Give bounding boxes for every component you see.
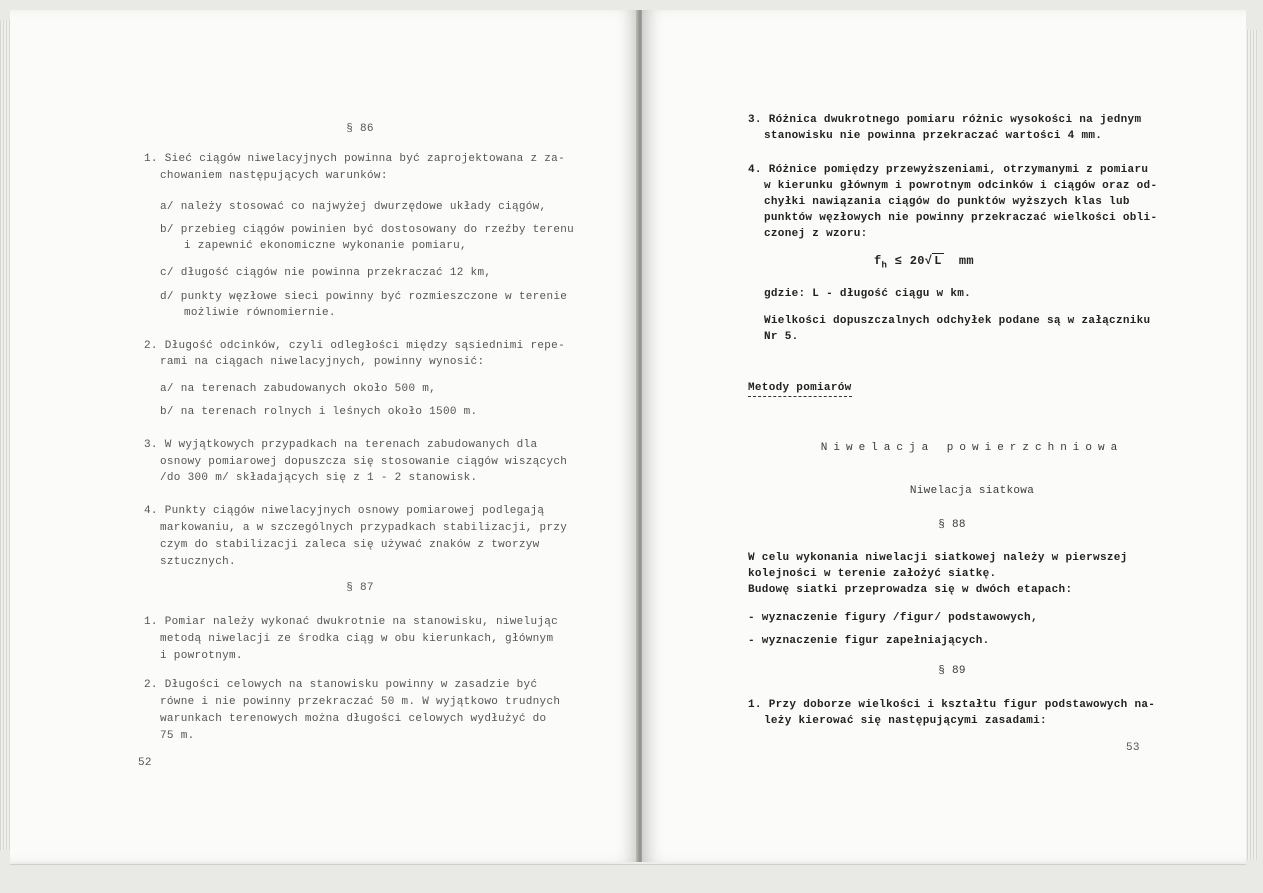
paragraph-1a: a/ należy stosować co najwyżej dwurzędowe układy ciągów, <box>160 201 547 213</box>
surface-leveling-heading: Niwelacja powierzchniowa <box>820 442 1124 454</box>
paragraph-4-line-3: czym do stabilizacji zaleca się używać znaków z tworzyw <box>160 539 540 551</box>
formula-relation: ≤ <box>894 254 903 268</box>
formula-unit: mm <box>958 254 974 268</box>
paragraph-3-line-1: 3. W wyjątkowych przypadkach na terenach zabudowanych dla <box>144 439 538 451</box>
q2-line-2: równe i nie powinny przekraczać 50 m. W wyjątkowo trudnych <box>160 696 561 708</box>
allowed-line-2: Nr 5. <box>764 331 799 343</box>
paragraph-1d-line-1: d/ punkty węzłowe sieci powinny być rozmieszczone w terenie <box>160 291 568 303</box>
paragraph-1b-line-2: i zapewnić ekonomiczne wykonanie pomiaru, <box>184 240 467 252</box>
paragraph-2b: b/ na terenach rolnych i leśnych około 1500 m. <box>160 406 478 418</box>
paragraph-4-line-2: markowaniu, a w szczególnych przypadkach stabilizacji, przy <box>160 522 568 534</box>
page-number-left: 52 <box>138 757 152 769</box>
paragraph-3-line-2: osnowy pomiarowej dopuszcza się stosowanie ciągów wiszących <box>160 456 568 468</box>
formula-coefficient: 20 <box>909 254 925 268</box>
r4-line-1: 4. Różnice pomiędzy przewyższeniami, otrzymanymi z pomiaru <box>748 164 1149 176</box>
q2-line-3: warunkach terenowych można długości celowych wydłużyć do <box>160 713 547 725</box>
page-number-right: 53 <box>1126 742 1140 754</box>
sqrt-symbol: √ <box>924 254 933 268</box>
methods-heading: Metody pomiarów <box>748 381 852 397</box>
r4-line-2: w kierunku głównym i powrotnym odcinków i ciągów oraz od- <box>764 180 1158 192</box>
s1-line-1: 1. Przy doborze wielkości i kształtu figur podstawowych na- <box>748 699 1156 711</box>
r4-line-4: punktów węzłowych nie powinny przekraczać wielkości obli- <box>764 212 1158 224</box>
q1-line-3: i powrotnym. <box>160 650 243 662</box>
grid-text-line-2: kolejności w terenie założyć siatkę. <box>748 568 997 580</box>
r3-line-2: stanowisku nie powinna przekraczać wartości 4 mm. <box>764 130 1103 142</box>
q2-line-1: 2. Długości celowych na stanowisku powinny w zasadzie być <box>144 679 538 691</box>
bullet-2: - wyznaczenie figur zapełniających. <box>748 635 990 647</box>
paragraph-1b-line-1: b/ przebieg ciągów powinien być dostosowany do rzeźby terenu <box>160 224 575 236</box>
formula-lhs: f <box>874 254 882 268</box>
section-89-heading: § 89 <box>938 665 966 677</box>
section-87-heading: § 87 <box>346 582 374 594</box>
formula-subscript: h <box>881 260 888 271</box>
q1-line-1: 1. Pomiar należy wykonać dwukrotnie na stanowisku, niwelując <box>144 616 559 628</box>
section-86-heading: § 86 <box>346 123 374 135</box>
r3-line-1: 3. Różnica dwukrotnego pomiaru różnic wysokości na jednym <box>748 114 1142 126</box>
paragraph-2-line-1: 2. Długość odcinków, czyli odległości między sąsiednimi repe- <box>144 340 565 352</box>
where-clause: gdzie: L - długość ciągu w km. <box>764 288 972 300</box>
q2-line-4: 75 m. <box>160 730 195 742</box>
paragraph-3-line-3: /do 300 m/ składających się z 1 - 2 stanowisk. <box>160 472 478 484</box>
paragraph-4-line-1: 4. Punkty ciągów niwelacyjnych osnowy pomiarowej podlegają <box>144 505 545 517</box>
paragraph-1c: c/ długość ciągów nie powinna przekraczać 12 km, <box>160 267 492 279</box>
formula-argument: L <box>934 254 942 268</box>
q1-line-2: metodą niwelacji ze środka ciąg w obu kierunkach, głównym <box>160 633 554 645</box>
bullet-1: - wyznaczenie figury /figur/ podstawowych, <box>748 612 1038 624</box>
grid-text-line-3: Budowę siatki przeprowadza się w dwóch etapach: <box>748 584 1073 596</box>
r4-line-5: czonej z wzoru: <box>764 228 868 240</box>
left-page <box>10 10 638 862</box>
s1-line-2: leży kierować się następującymi zasadami: <box>764 715 1047 727</box>
right-page <box>642 10 1246 862</box>
grid-text-line-1: W celu wykonania niwelacji siatkowej należy w pierwszej <box>748 552 1128 564</box>
section-88-heading: § 88 <box>938 519 966 531</box>
allowed-line-1: Wielkości dopuszczalnych odchyłek podane są w załączniku <box>764 315 1151 327</box>
page-edge-right <box>1244 30 1258 860</box>
formula <box>874 254 974 272</box>
paragraph-1-line-2: chowaniem następujących warunków: <box>160 170 388 182</box>
paragraph-2-line-2: rami na ciągach niwelacyjnych, powinny wynosić: <box>160 356 485 368</box>
paragraph-2a: a/ na terenach zabudowanych około 500 m, <box>160 383 437 395</box>
paragraph-4-line-4: sztucznych. <box>160 556 236 568</box>
paragraph-1-line-1: 1. Sieć ciągów niwelacyjnych powinna być zaprojektowana z za- <box>144 153 565 165</box>
r4-line-3: chyłki nawiązania ciągów do punktów wyższych klas lub <box>764 196 1130 208</box>
paragraph-1d-line-2: możliwie równomiernie. <box>184 307 336 319</box>
grid-leveling-heading: Niwelacja siatkowa <box>909 485 1035 497</box>
